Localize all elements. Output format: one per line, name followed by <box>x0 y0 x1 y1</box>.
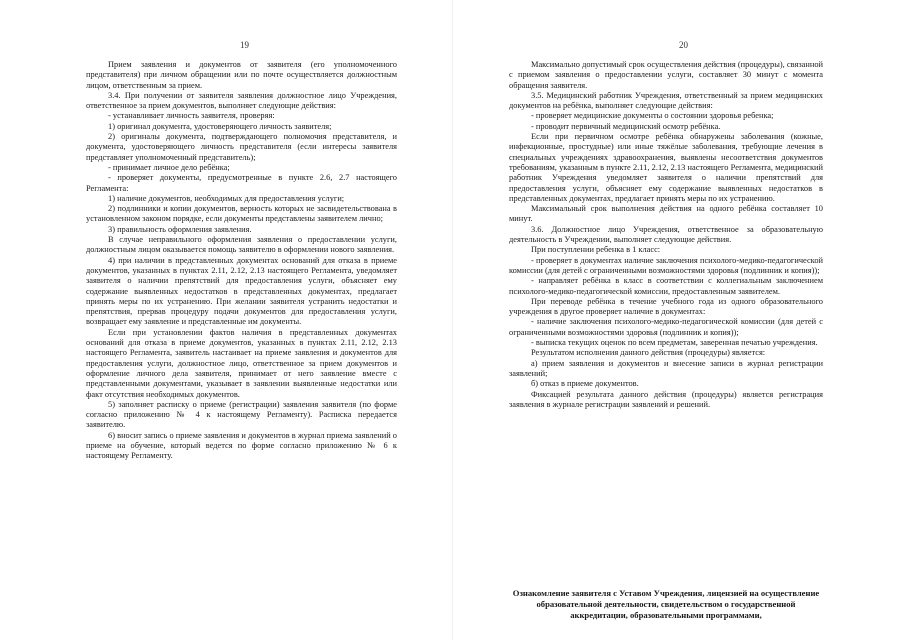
paragraph: - принимает личное дело ребёнка; <box>108 162 230 172</box>
paragraph: 6) вносит запись о приеме заявления и документов в журнал приема заявлений о приеме на обучение, который ведется по форме согласно приложению № 6 к настоящему Регламенту. <box>86 430 397 461</box>
paragraph: 3) правильность оформления заявления. <box>108 224 252 234</box>
paragraph: 1) наличие документов, необходимых для предоставления услуги; <box>108 193 345 203</box>
paragraph: Прием заявления и документов от заявителя (его уполномоченного представителя) при личном обращении или по почте осуществляется должностным лицом, ответственным за прием. <box>86 60 397 90</box>
paragraph: - направляет ребёнка в класс в соответствии с коллегиальным заключением психолого-медико-педагогической комиссии, предоставленным заявителем. <box>509 276 823 296</box>
paragraph: Если при установлении фактов наличия в представленных документах оснований для отказа в приеме документов, указанных в пунктах 2.11, 2.12, 2.13 настоящего Регламента, заявитель настаивает на приеме заявления и документов для предоставления услуги, должностное лицо, ответственное за прием документов и оформление личного дела заявителя, принимает от него заявление вместе с представленными документами, указывает в заявлении выявленные недостатки или факт отсутствия необходимых документов. <box>86 327 397 399</box>
paragraph: - устанавливает личность заявителя, проверяя: <box>108 111 275 121</box>
paragraph: 4) при наличии в представленных документах оснований для отказа в приеме документов, указанных в пунктах 2.11, 2.12, 2.13 настоящего Регламента, уведомляет заявителя о наличии препятствий для предоставления услуги, объясняет ему содержание выявленных недостатков в представленных документах, предлагает принять меры по их устранению. При желании заявителя устранить недостатки и препятствия, прервав процедуру подачи документов для предоставления услуги, возвращает ему заявление и представленные им документы. <box>86 255 397 327</box>
paragraph: а) прием заявления и документов и внесение записи в журнал регистрации заявлений; <box>509 358 823 378</box>
paragraph: 5) заполняет расписку о приеме (регистрации) заявления заявителя (по форме согласно приложению № 4 к настоящему Регламенту). Расписка передается заявителю. <box>86 399 397 430</box>
paragraph: - выписка текущих оценок по всем предметам, заверенная печатью учреждения. <box>531 338 818 348</box>
paragraph: Максимальный срок выполнения действия на одного ребёнка составляет 10 минут. <box>509 204 823 224</box>
right-page <box>453 0 905 640</box>
paragraph: 2) подлинники и копии документов, верность которых не засвидетельствована в установленном законом порядке, если документы представлены заявителем лично; <box>86 204 397 224</box>
paragraph: 3.4. При получении от заявителя заявления должностное лицо Учреждения, ответственное за прием документов, выполняет следующие действия: <box>86 90 397 111</box>
paragraph: Результатом исполнения данного действия (процедуры) является: <box>531 348 766 358</box>
page-number: 20 <box>679 40 688 50</box>
paragraph: 3.5. Медицинский работник Учреждения, ответственный за прием медицинских документов на ребёнка, выполняет следующие действия: <box>509 90 823 111</box>
paragraph: Если при первичном осмотре ребёнка обнаружены заболевания (кожные, инфекционные, простудные) или иные тяжёлые заболевания, требующие лечения в специальных учреждениях здравоохранения, выявлены несоответствия документов требованиям, указанным в пункте 2.11, 2.12, 2.13 настоящего Регламента, медицинский работник Учреждения уведомляет заявителя о наличии препятствий для предоставления услуги, объясняет ему содержание выявленных недостатков в представленных документах, предлагает принять меры по их устранению. <box>509 132 823 203</box>
paragraph: 1) оригинал документа, удостоверяющего личность заявителя; <box>108 121 332 131</box>
paragraph: - проверяет медицинские документы о состоянии здоровья ребенка; <box>531 111 774 121</box>
paragraph: При поступлении ребенка в 1 класс: <box>531 245 661 255</box>
paragraph: 2) оригиналы документа, подтверждающего полномочия представителя, и документа, удостоверяющего личность представителя (если интересы заявителя представляет уполномоченный представитель); <box>86 132 397 162</box>
paragraph: б) отказ в приеме документов. <box>531 379 639 389</box>
paragraph: - проверяет документы, предусмотренные в пункте 2.6, 2.7 настоящего Регламента: <box>86 173 397 193</box>
paragraph: - проводит первичный медицинский осмотр ребёнка. <box>531 121 721 131</box>
left-page-body <box>86 60 397 462</box>
page-number: 19 <box>240 40 249 50</box>
paragraph: При переводе ребёнка в течение учебного года из одного образовательного учреждения в другое проверяет наличие в документах: <box>509 296 823 317</box>
paragraph: В случае неправильного оформления заявления о предоставлении услуги, должностным лицом оказывается помощь заявителю в оформлении нового заявления. <box>86 235 397 255</box>
section-heading: Ознакомление заявителя с Уставом Учреждения, лицензией на осуществление образовательной деятельности, свидетельством о государственной аккредитации, образовательными программами, <box>512 588 820 620</box>
paragraph: - проверяет в документах наличие заключения психолого-медико-педагогической комиссии (для детей с ограниченными возможностями здоровья (подлинник и копия)); <box>509 255 823 275</box>
left-page <box>0 0 452 640</box>
paragraph: Максимально допустимый срок осуществления действия (процедуры), связанной с приемом заявления о предоставлении услуги, составляет 30 минут с момента обращения заявителя. <box>509 60 823 90</box>
paragraph: 3.6. Должностное лицо Учреждения, ответственное за образовательную деятельность в Учреждении, выполняет следующие действия. <box>509 224 823 245</box>
paragraph: - наличие заключения психолого-медико-педагогической комиссии (для детей с ограниченными возможностями здоровья (подлинник и копия)); <box>509 317 823 337</box>
right-page-body <box>509 60 823 410</box>
paragraph: Фиксацией результата данного действия (процедуры) является регистрация заявления в журнале регистрации заявлений и решений. <box>509 389 823 409</box>
